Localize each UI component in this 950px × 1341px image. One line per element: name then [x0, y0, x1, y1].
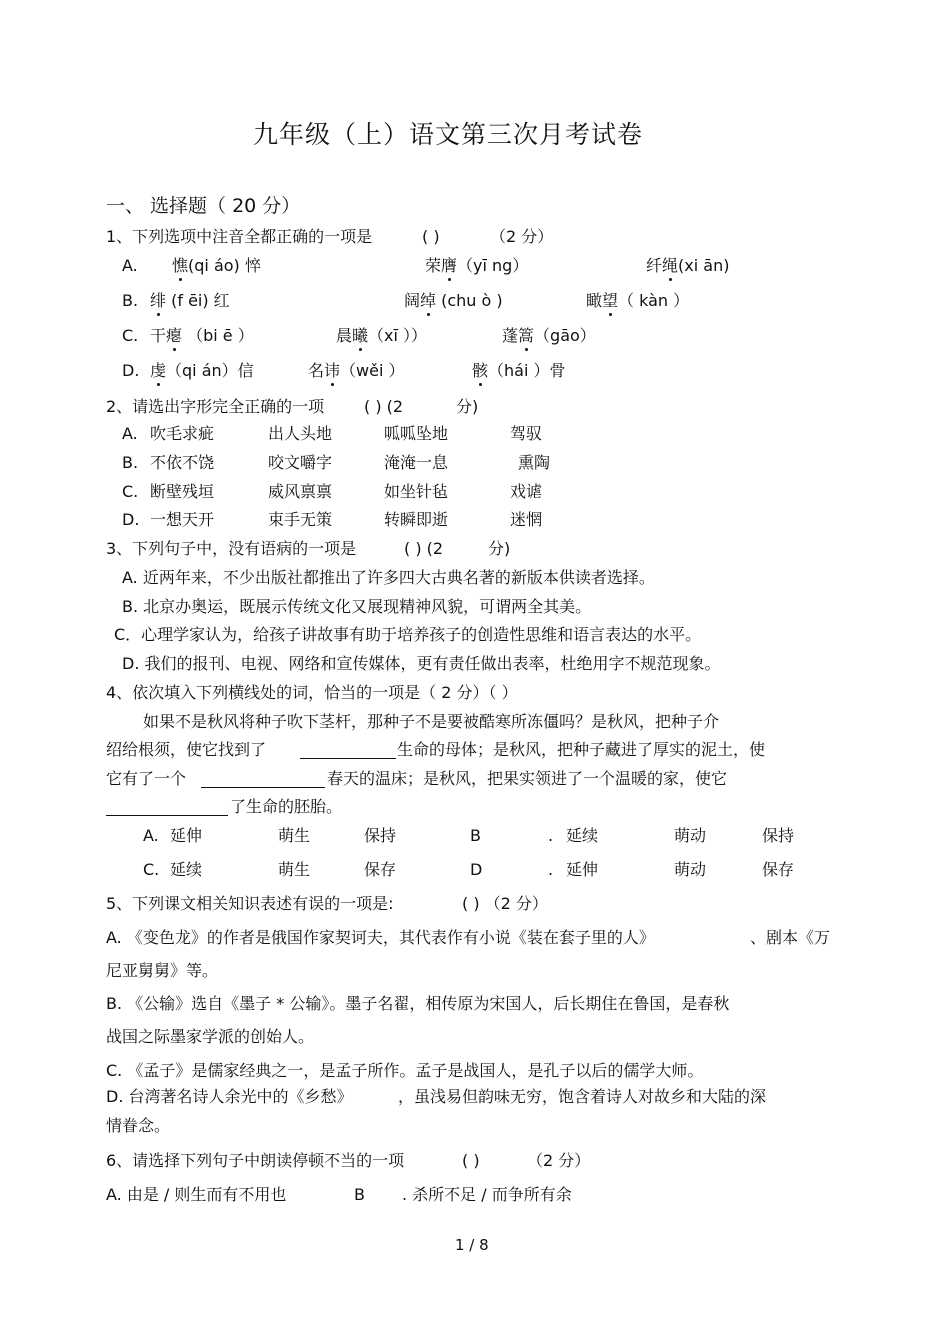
option-label: A. — [122, 424, 138, 443]
option-word-2: 萌动 — [674, 860, 707, 879]
option-item-1 — [150, 361, 254, 381]
option-label: B. — [122, 291, 139, 310]
question-3-stem: 3、下列句子中，没有语病的一项是 — [106, 539, 357, 558]
question-6-answer-paren: ( ) — [462, 1151, 480, 1170]
option-item-rest: (f ēi) 红 — [166, 291, 230, 310]
question-3-option-b: B. 北京办奥运，既展示传统文化又展现精神风貌，可谓两全其美。 — [122, 597, 592, 616]
option-item-rest: （hái ）骨 — [488, 361, 566, 380]
option-label-dot: . — [548, 860, 554, 879]
option-item-1 — [172, 256, 261, 276]
option-word-3: 保存 — [364, 860, 397, 879]
option-label: A. — [143, 826, 159, 845]
dotted-char: 骸 — [472, 361, 489, 380]
option-item-prefix: 晨 — [336, 326, 353, 345]
question-2-score: 分) — [456, 397, 479, 416]
fill-in-blank-3[interactable] — [106, 815, 228, 816]
option-label: C. — [143, 860, 160, 879]
question-3-option-c: C．心理学家认为，给孩子讲故事有助于培养孩子的创造性思维和语言表达的水平。 — [114, 625, 702, 644]
section-heading: 一、 选择题（ 20 分） — [106, 195, 301, 217]
option-item-prefix: 阔 — [404, 291, 421, 310]
option-label: D. — [122, 361, 140, 380]
question-4-passage-line-1: 如果不是秋风将种子吹下茎杆，那种子不是要被酷寒所冻僵吗？是秋风，把种子介 — [143, 712, 720, 731]
question-5-option-a-line-2: 尼亚舅舅》等。 — [106, 961, 219, 980]
option-item-rest: (chu ò ) — [436, 291, 503, 310]
option-word-2: 出人头地 — [268, 424, 333, 443]
option-item-prefix: 瞰 — [586, 291, 603, 310]
option-item-3 — [502, 326, 596, 346]
dotted-char: 虔 — [150, 361, 167, 380]
question-5-option-a-line-1: A. 《变色龙》的作者是俄国作家契诃夫，其代表作有小说《装在套子里的人》 — [106, 928, 655, 947]
question-1-answer-paren: ( ) — [422, 227, 440, 246]
fill-in-blank-1[interactable] — [300, 758, 396, 759]
dotted-char: 讳 — [324, 361, 341, 380]
option-label: B — [470, 826, 481, 845]
option-word-1: 一想天开 — [150, 510, 215, 529]
dotted-char: 憔 — [172, 256, 189, 275]
option-item-rest: （gāo） — [534, 326, 596, 345]
option-word-1: 延续 — [170, 860, 203, 879]
option-word-3: 转瞬即逝 — [384, 510, 449, 529]
option-item-rest: （qi án）信 — [166, 361, 254, 380]
question-3-option-a: A. 近两年来，不少出版社都推出了许多四大古典名著的新版本供读者选择。 — [122, 568, 655, 587]
question-6-option-b: . 杀所不足 / 而争所有余 — [402, 1185, 572, 1204]
option-item-2 — [425, 256, 528, 276]
option-word-1: 延伸 — [566, 860, 599, 879]
question-5-option-a-line-1-end: 、剧本《万 — [750, 928, 831, 947]
question-3-answer-paren: ( ) (2 — [404, 539, 444, 558]
option-word-4: 熏陶 — [518, 453, 551, 472]
option-item-rest: (qi áo) 悴 — [188, 256, 261, 275]
option-item-rest: （yī ng） — [457, 256, 529, 275]
option-word-3: 淹淹一息 — [384, 453, 449, 472]
option-item-rest: （xī ）） — [368, 326, 428, 345]
option-item-prefix: 荣 — [425, 256, 442, 275]
question-6-option-a: A. 由是 / 则生而有不用也 — [106, 1185, 287, 1204]
option-word-2: 萌生 — [278, 826, 311, 845]
option-item-3 — [586, 291, 689, 311]
question-5-option-b-line-1: B. 《公输》选自《墨子 * 公输》。墨子名翟，相传原为宋国人，后长期住在鲁国，是春秋 — [106, 994, 730, 1013]
dotted-char: 曦 — [352, 326, 369, 345]
question-1-stem: 1、下列选项中注音全都正确的一项是 — [106, 227, 373, 246]
option-word-1: 延续 — [566, 826, 599, 845]
option-item-rest: （ kàn ） — [618, 291, 690, 310]
question-2-answer-paren: ( ) (2 — [364, 397, 404, 416]
option-word-3: 呱呱坠地 — [384, 424, 449, 443]
option-item-rest: （wěi ） — [340, 361, 405, 380]
dotted-char: 瘪 — [166, 326, 183, 345]
option-word-2: 咬文嚼字 — [268, 453, 333, 472]
option-label: C. — [122, 326, 139, 345]
question-5-option-d-line-1-end: ，虽浅易但韵味无穷，饱含着诗人对故乡和大陆的深 — [398, 1087, 767, 1106]
option-item-3 — [472, 361, 566, 381]
dotted-char: 绯 — [150, 291, 167, 310]
option-item-1 — [150, 326, 254, 346]
option-word-3: 如坐针毡 — [384, 482, 449, 501]
question-4-passage-line-2b: 生命的母体；是秋风，把种子藏进了厚实的泥土，使 — [397, 740, 766, 759]
question-4-passage-line-3a: 它有了一个 — [106, 769, 187, 788]
option-item-rest: （bi ē ） — [182, 326, 254, 345]
option-word-2: 萌生 — [278, 860, 311, 879]
dotted-char: 绳 — [662, 256, 679, 275]
question-5-option-c: C. 《孟子》是儒家经典之一，是孟子所作。孟子是战国人，是孔子以后的儒学大师。 — [106, 1061, 704, 1080]
question-6-score: （2 分） — [527, 1151, 591, 1170]
option-item-prefix: 名 — [308, 361, 325, 380]
question-1-score: （2 分） — [490, 227, 554, 246]
option-word-1: 不依不饶 — [150, 453, 215, 472]
option-word-2: 萌动 — [674, 826, 707, 845]
option-item-prefix: 蓬 — [502, 326, 519, 345]
option-word-4: 驾驭 — [510, 424, 543, 443]
page-title: 九年级（上）语文第三次月考试卷 — [253, 120, 644, 149]
dotted-char: 篙 — [518, 326, 535, 345]
option-item-1 — [150, 291, 230, 311]
option-item-prefix: 纤 — [646, 256, 663, 275]
dotted-char: 望 — [602, 291, 619, 310]
option-item-2 — [404, 291, 503, 311]
option-word-4: 戏谑 — [510, 482, 543, 501]
option-word-3: 保持 — [762, 826, 795, 845]
option-item-prefix: 干 — [150, 326, 167, 345]
option-label: B. — [122, 453, 139, 472]
option-label: C. — [122, 482, 139, 501]
question-4-passage-line-3b: 春天的温床；是秋风，把果实领进了一个温暖的家，使它 — [327, 769, 728, 788]
option-item-2 — [308, 361, 405, 381]
fill-in-blank-2[interactable] — [201, 787, 325, 788]
option-item-rest: (xi ān) — [678, 256, 730, 275]
question-5-option-b-line-2: 战国之际墨家学派的创始人。 — [106, 1027, 315, 1046]
option-item-3 — [646, 256, 729, 276]
question-5-option-d-line-1: D. 台湾著名诗人余光中的《乡愁》 — [106, 1087, 353, 1106]
option-word-2: 束手无策 — [268, 510, 333, 529]
question-3-score: 分) — [488, 539, 511, 558]
question-4-stem: 4、依次填入下列横线处的词，恰当的一项是（ 2 分）（ ） — [106, 683, 518, 702]
question-5-stem: 5、下列课文相关知识表述有误的一项是: — [106, 894, 394, 913]
option-word-2: 威风禀禀 — [268, 482, 333, 501]
option-label: D — [470, 860, 483, 879]
question-4-passage-line-2a: 绍给根须，使它找到了 — [106, 740, 267, 759]
question-6-stem: 6、请选择下列句子中朗读停顿不当的一项 — [106, 1151, 405, 1170]
dotted-char: 膺 — [441, 256, 458, 275]
question-6-option-b-label: B — [354, 1185, 365, 1204]
option-label-dot: . — [548, 826, 554, 845]
option-word-3: 保持 — [364, 826, 397, 845]
page-number: 1 / 8 — [455, 1236, 489, 1254]
option-word-1: 吹毛求疵 — [150, 424, 215, 443]
question-3-option-d: D. 我们的报刊、电视、网络和宣传媒体，更有责任做出表率，杜绝用字不规范现象。 — [122, 654, 721, 673]
option-label: A. — [122, 256, 138, 275]
option-label: D. — [122, 510, 140, 529]
question-5-answer-paren: ( ) （2 分） — [462, 894, 548, 913]
dotted-char: 绰 — [420, 291, 437, 310]
option-word-4: 迷惘 — [510, 510, 543, 529]
option-word-3: 保存 — [762, 860, 795, 879]
option-word-1: 延伸 — [170, 826, 203, 845]
option-word-1: 断壁残垣 — [150, 482, 215, 501]
option-item-2 — [336, 326, 427, 346]
question-5-option-d-line-2: 情眷念。 — [106, 1116, 171, 1135]
question-2-stem: 2、请选出字形完全正确的一项 — [106, 397, 325, 416]
question-4-passage-line-4: 了生命的胚胎。 — [230, 797, 343, 816]
